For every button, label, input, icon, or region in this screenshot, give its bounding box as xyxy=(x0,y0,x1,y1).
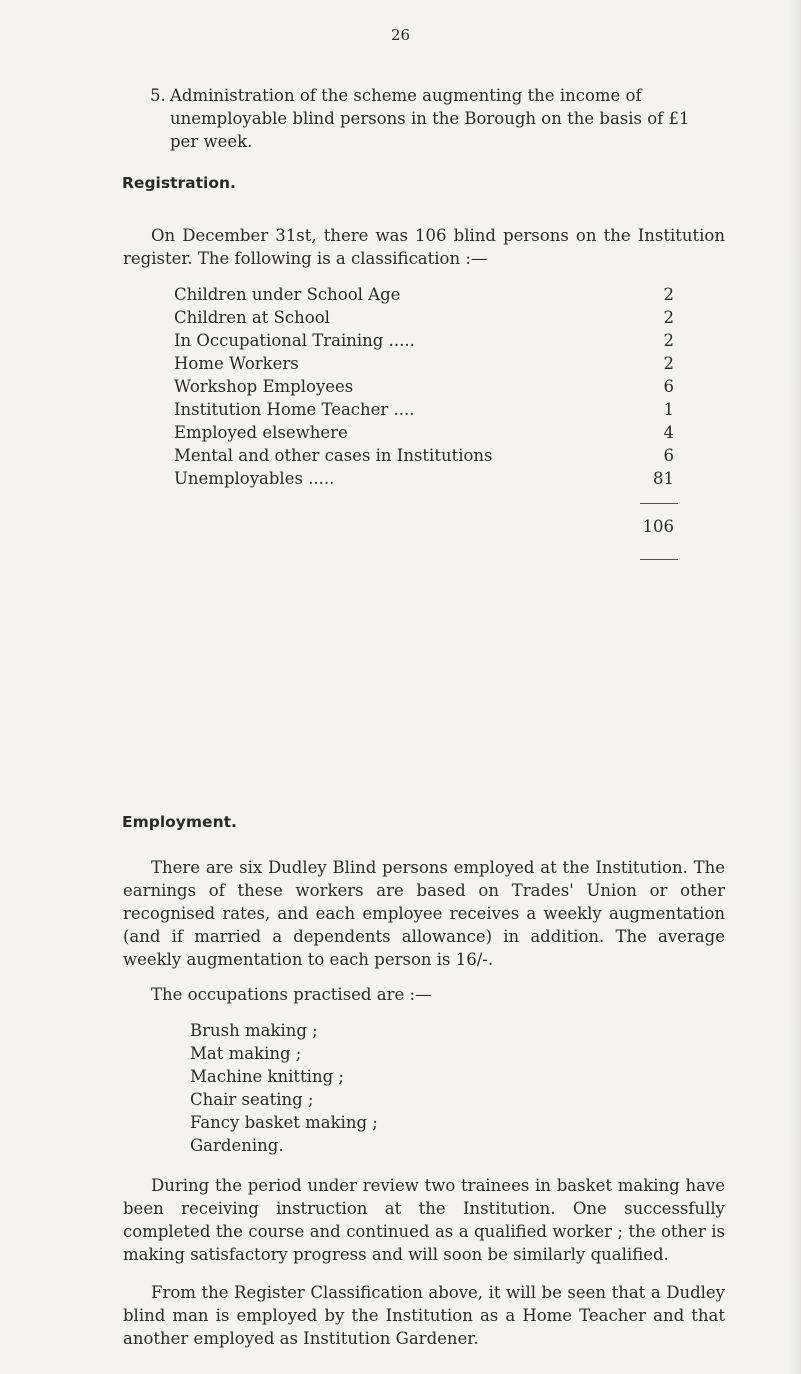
classification-label: Mental and other cases in Institutions xyxy=(174,446,493,465)
total-rule-top xyxy=(640,503,678,504)
classification-label: Employed elsewhere xyxy=(174,423,348,442)
classification-label: Home Workers xyxy=(174,354,299,373)
registration-heading: Registration. xyxy=(122,174,236,192)
classification-label: In Occupational Training ..... xyxy=(174,331,415,350)
classification-row xyxy=(174,398,674,421)
classification-count: 2 xyxy=(663,331,674,350)
classification-label: Children at School xyxy=(174,308,330,327)
classification-count: 6 xyxy=(663,446,674,465)
classification-row xyxy=(174,283,674,306)
classification-count: 2 xyxy=(663,285,674,304)
occupations-intro: The occupations practised are :— xyxy=(151,985,432,1004)
employment-paragraph: There are six Dudley Blind persons employed at the Institution. The earnings of these workers are based on Trades' Union or other recognised rates, and each employee receives a weekly augmentation (and if married a dependents allowance) in addition. The average weekly augmentation to each person is 16/-. xyxy=(123,858,725,969)
occupations-list xyxy=(190,1019,378,1157)
classification-row xyxy=(174,421,674,444)
intro-item-number: 5. xyxy=(150,86,166,105)
classification-row xyxy=(174,352,674,375)
occupation-item: Machine knitting ; xyxy=(190,1067,344,1086)
trainees-paragraph: During the period under review two trainees in basket making have been receiving instruction at the Institution. One successfully completed the course and continued as a qualified worker ; the other is making satisfactory progress and will soon be similarly qualified. xyxy=(123,1176,725,1264)
classification-count: 4 xyxy=(663,423,674,442)
classification-row xyxy=(174,329,674,352)
registration-paragraph: On December 31st, there was 106 blind persons on the Institution register. The following is a classification :— xyxy=(123,226,725,268)
page-edge-shadow xyxy=(787,0,801,1374)
intro-list-item xyxy=(150,84,720,153)
page-number: 26 xyxy=(390,26,411,44)
classification-row xyxy=(174,444,674,467)
classification-label: Workshop Employees xyxy=(174,377,354,396)
occupation-item: Fancy basket making ; xyxy=(190,1113,378,1132)
classification-total: 106 xyxy=(642,517,674,536)
classification-count: 81 xyxy=(653,469,674,488)
intro-item-text: Administration of the scheme augmenting the income of unemployable blind persons in the Borough on the basis of £1 per week. xyxy=(170,86,690,151)
occupation-item: Brush making ; xyxy=(190,1021,318,1040)
classification-label: Unemployables ..... xyxy=(174,469,335,488)
classification-label: Children under School Age xyxy=(174,285,401,304)
classification-count: 6 xyxy=(663,377,674,396)
occupation-item: Mat making ; xyxy=(190,1044,302,1063)
occupation-item: Chair seating ; xyxy=(190,1090,314,1109)
classification-table xyxy=(174,283,674,490)
classification-count: 1 xyxy=(663,400,674,419)
classification-count: 2 xyxy=(663,354,674,373)
occupation-item: Gardening. xyxy=(190,1136,284,1155)
classification-label: Institution Home Teacher .... xyxy=(174,400,415,419)
register-summary-paragraph: From the Register Classification above, it will be seen that a Dudley blind man is employed by the Institution as a Home Teacher and that another employed as Institution Gardener. xyxy=(123,1283,725,1348)
classification-row xyxy=(174,375,674,398)
employment-heading: Employment. xyxy=(122,813,237,831)
classification-count: 2 xyxy=(663,308,674,327)
classification-row xyxy=(174,467,674,490)
classification-row xyxy=(174,306,674,329)
total-rule-bottom xyxy=(640,559,678,560)
